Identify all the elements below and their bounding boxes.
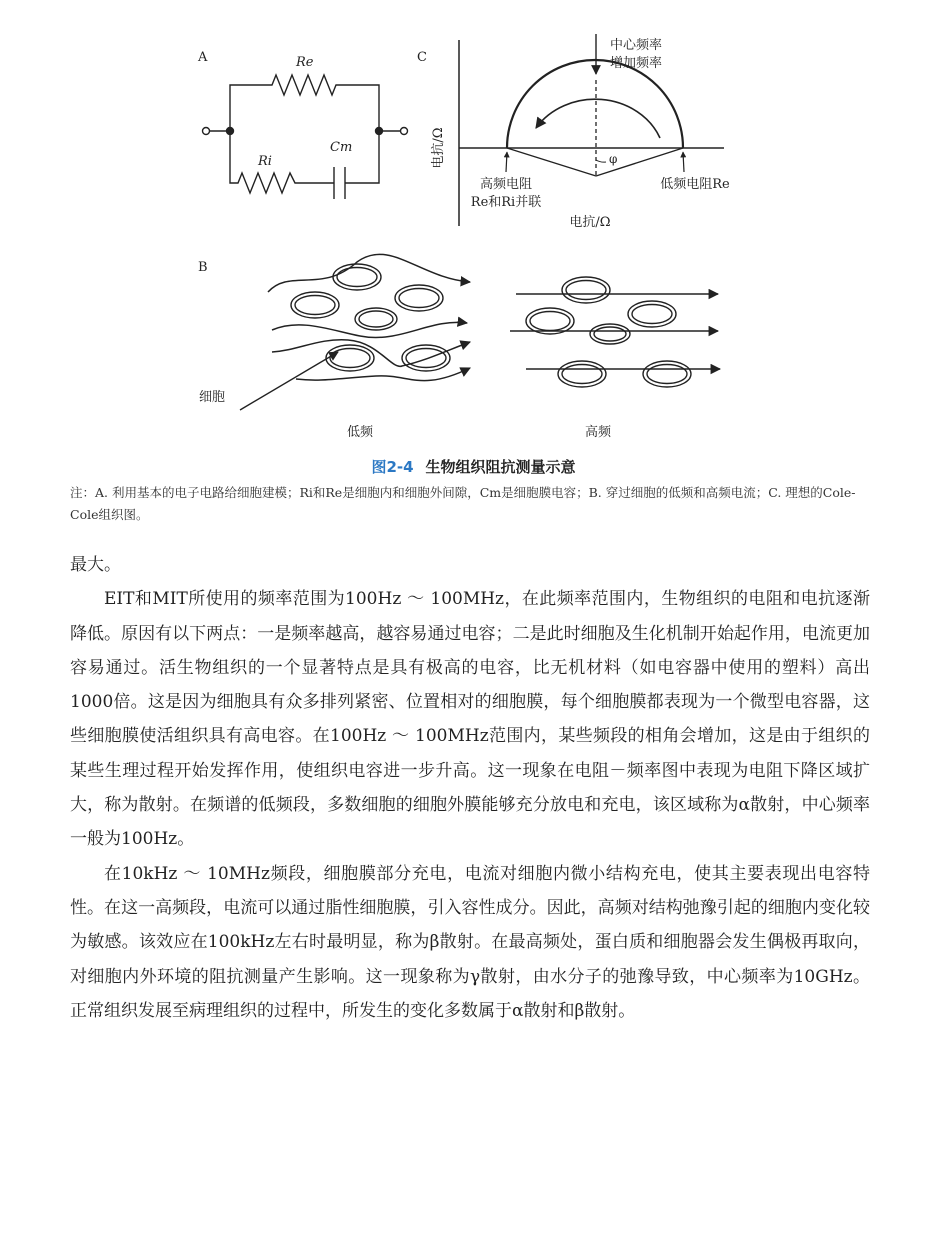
x-axis-label: 电抗/Ω	[569, 215, 611, 230]
panel-c-letter: C	[417, 50, 427, 65]
panel-a-letter: A	[198, 50, 208, 65]
cm-label: Cm	[330, 140, 353, 155]
body-text	[70, 548, 870, 1028]
ri-label: Ri	[258, 154, 272, 169]
high-frequency-label: 高频	[584, 425, 612, 440]
high-frequency-currents	[510, 294, 720, 369]
figure-number: 图2-4	[371, 458, 414, 476]
re-branch	[230, 75, 379, 131]
figure-2-4	[0, 0, 947, 450]
panel-a-circuit	[197, 50, 408, 199]
panel-c-cole-cole	[417, 34, 724, 226]
panel-b-letter: B	[198, 260, 208, 275]
re-label: Re	[296, 55, 314, 70]
center-frequency-label-1: 中心频率	[610, 38, 663, 53]
high-frequency-resistance-label-2: Re和Ri并联	[470, 195, 542, 210]
frequency-arc-arrow	[536, 99, 660, 138]
paragraph-0: 最大。	[70, 555, 121, 575]
cell-label: 细胞	[199, 390, 226, 405]
figure-note: 注：A. 利用基本的电子电路给细胞建模；Ri和Re是细胞内和细胞外间隙，Cm是细胞膜电容；B. 穿过细胞的低频和高频电流；C. 理想的Cole-Cole组织图。	[70, 485, 856, 522]
left-terminal	[203, 128, 210, 135]
figure-caption	[0, 456, 947, 477]
right-terminal	[401, 128, 408, 135]
semicircle	[507, 60, 683, 148]
low-frequency-label: 低频	[346, 425, 374, 440]
y-axis-label: 电抗/Ω	[431, 127, 446, 169]
phi-label: φ	[609, 152, 618, 166]
figure-title: 生物组织阻抗测量示意	[425, 458, 576, 476]
center-frequency-label-2: 增加频率	[610, 56, 663, 71]
paragraph-2: 在10kHz ～ 10MHz频段，细胞膜部分充电，电流对细胞内微小结构充电，使其主要表现出电容特性。在这一高频段，电流可以通过脂性细胞膜，引入容性成分。因此，高频对结构弛豫引起的细胞内变化较为敏感。该效应在100kHz左右时最明显，称为β散射。在最高频处，蛋白质和细胞器会发生偶极再取向，对细胞内外环境的阻抗测量产生影响。这一现象称为γ散射，由水分子的弛豫导致，中心频率为10GHz。正常组织发展至病理组织的过程中，所发生的变化多数属于α散射和β散射。	[70, 863, 870, 1021]
low-frequency-resistance-label: 低频电阻Re	[660, 177, 730, 192]
cell-pointer-arrow	[240, 352, 338, 410]
high-frequency-resistance-label-1: 高频电阻	[479, 177, 533, 192]
paragraph-1: EIT和MIT所使用的频率范围为100Hz ～ 100MHz，在此频率范围内，生物组织的电阻和电抗逐渐降低。原因有以下两点：一是频率越高，越容易通过电容；二是此时细胞及生化机制开始起作用，电流更加容易通过。活生物组织的一个显著特点是具有极高的电容，比无机材料（如电容器中使用的塑料）高出1000倍。这是因为细胞具有众多排列紧密、位置相对的细胞膜，每个细胞膜都表现为一个微型电容器，这些细胞膜使活组织具有高电容。在100Hz ～ 100MHz范围内，某些频段的相角会增加，这是由于组织的某些生理过程开始发挥作用，使组织电容进一步升高。这一现象在电阻－频率图中表现为电阻下降区域扩大，称为散射。在频谱的低频段，多数细胞的细胞外膜能够充分放电和充电，该区域称为α散射，中心频率一般为100Hz。	[70, 589, 870, 850]
ri-branch	[230, 131, 334, 193]
